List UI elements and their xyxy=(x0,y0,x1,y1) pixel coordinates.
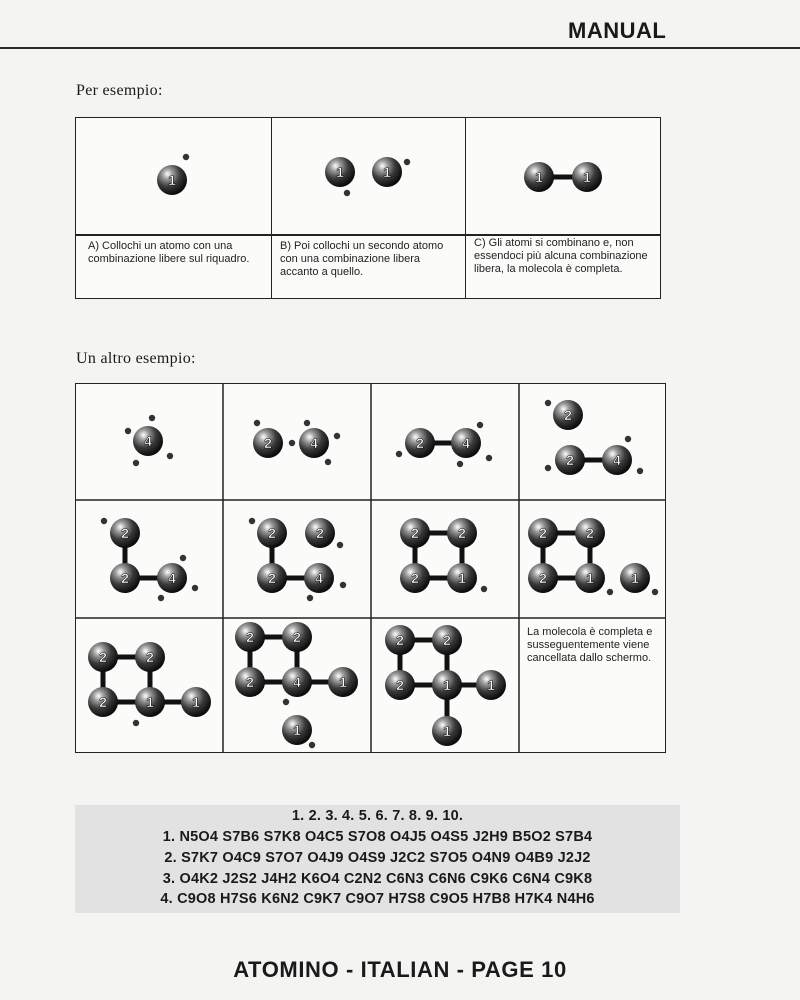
example1-caption-b: B) Poi collochi un secondo atomo con una combinazione libera accanto a quello. xyxy=(280,240,444,278)
atom-1 xyxy=(181,687,211,717)
atom-2 xyxy=(257,563,287,593)
free-bond-dot xyxy=(344,190,350,196)
svg-text:1: 1 xyxy=(583,169,591,185)
free-bond-dot xyxy=(254,420,260,426)
atom-1 xyxy=(372,157,402,187)
free-bond-dot xyxy=(249,518,255,524)
free-bond-dot xyxy=(307,595,313,601)
atom-1 xyxy=(524,162,554,192)
svg-text:2: 2 xyxy=(586,525,594,541)
free-bond-dot xyxy=(545,400,551,406)
atom-4 xyxy=(602,445,632,475)
svg-text:2: 2 xyxy=(246,674,254,690)
svg-text:2: 2 xyxy=(539,525,547,541)
codes-row-1: 1. N5O4 S7B6 S7K8 O4C5 S7O8 O4J5 O4S5 J2H9 B5O2 S7B4 xyxy=(162,829,593,845)
atom-1 xyxy=(325,157,355,187)
atom-2 xyxy=(110,563,140,593)
example2-heading: Un altro esempio: xyxy=(76,350,196,367)
free-bond-dot xyxy=(133,720,139,726)
atom-1 xyxy=(328,667,358,697)
svg-text:1: 1 xyxy=(192,694,200,710)
page-footer: ATOMINO - ITALIAN - PAGE 10 xyxy=(233,957,567,982)
atom-2 xyxy=(110,518,140,548)
free-bond-dot xyxy=(486,455,492,461)
svg-text:2: 2 xyxy=(264,435,272,451)
atom-1 xyxy=(476,670,506,700)
atom-1 xyxy=(620,563,650,593)
svg-text:1: 1 xyxy=(293,722,301,738)
svg-text:1: 1 xyxy=(458,570,466,586)
svg-text:4: 4 xyxy=(613,452,621,468)
svg-text:2: 2 xyxy=(99,694,107,710)
page-title: MANUAL xyxy=(568,18,667,43)
free-bond-dot xyxy=(652,589,658,595)
example1-heading: Per esempio: xyxy=(76,82,163,99)
free-bond-dot xyxy=(457,461,463,467)
svg-text:2: 2 xyxy=(411,570,419,586)
atom-1 xyxy=(432,716,462,746)
svg-text:2: 2 xyxy=(396,677,404,693)
free-bond-dot xyxy=(133,460,139,466)
svg-text:2: 2 xyxy=(411,525,419,541)
example1-caption-a: A) Collochi un atomo con una combinazione libere sul riquadro. xyxy=(88,240,250,265)
svg-text:4: 4 xyxy=(293,674,301,690)
atom-1 xyxy=(432,670,462,700)
svg-text:1: 1 xyxy=(535,169,543,185)
atom-1 xyxy=(575,563,605,593)
atom-4 xyxy=(299,428,329,458)
atom-1 xyxy=(157,165,187,195)
free-bond-dot xyxy=(396,451,402,457)
atom-2 xyxy=(253,428,283,458)
atom-4 xyxy=(133,426,163,456)
free-bond-dot xyxy=(337,542,343,548)
atom-2 xyxy=(282,622,312,652)
free-bond-dot xyxy=(125,428,131,434)
atom-2 xyxy=(235,667,265,697)
free-bond-dot xyxy=(404,159,410,165)
atom-2 xyxy=(135,642,165,672)
free-bond-dot xyxy=(149,415,155,421)
atom-2 xyxy=(305,518,335,548)
free-bond-dot xyxy=(309,742,315,748)
free-bond-dot xyxy=(481,586,487,592)
svg-text:1: 1 xyxy=(586,570,594,586)
svg-text:2: 2 xyxy=(121,570,129,586)
atom-1 xyxy=(447,563,477,593)
svg-text:4: 4 xyxy=(144,433,152,449)
free-bond-dot xyxy=(167,453,173,459)
codes-row-2: 2. S7K7 O4C9 S7O7 O4J9 O4S9 J2C2 S7O5 O4N9 O4B9 J2J2 xyxy=(164,850,591,866)
atom-4 xyxy=(157,563,187,593)
level-codes-table xyxy=(75,805,680,913)
svg-text:1: 1 xyxy=(487,677,495,693)
free-bond-dot xyxy=(545,465,551,471)
svg-text:2: 2 xyxy=(293,629,301,645)
free-bond-dot xyxy=(101,518,107,524)
atom-2 xyxy=(432,625,462,655)
free-bond-dot xyxy=(192,585,198,591)
example2-note: La molecola è completa e susseguentemente viene cancellata dallo schermo. xyxy=(527,626,653,664)
atom-2 xyxy=(257,518,287,548)
svg-text:1: 1 xyxy=(146,694,154,710)
free-bond-dot xyxy=(637,468,643,474)
svg-text:1: 1 xyxy=(443,677,451,693)
free-bond-dot xyxy=(289,440,295,446)
free-bond-dot xyxy=(340,582,346,588)
atom-2 xyxy=(385,625,415,655)
svg-text:2: 2 xyxy=(99,649,107,665)
atom-2 xyxy=(405,428,435,458)
svg-text:2: 2 xyxy=(268,570,276,586)
svg-text:2: 2 xyxy=(316,525,324,541)
svg-text:4: 4 xyxy=(462,435,470,451)
svg-text:2: 2 xyxy=(246,629,254,645)
atom-2 xyxy=(88,687,118,717)
atom-4 xyxy=(451,428,481,458)
svg-text:1: 1 xyxy=(168,172,176,188)
atom-1 xyxy=(282,715,312,745)
codes-row-4: 4. C9O8 H7S6 K6N2 C9K7 C9O7 H7S8 C9O5 H7B8 H7K4 N4H6 xyxy=(160,891,595,907)
free-bond-dot xyxy=(183,154,189,160)
atom-2 xyxy=(555,445,585,475)
free-bond-dot xyxy=(477,422,483,428)
atom-2 xyxy=(553,400,583,430)
atom-2 xyxy=(528,518,558,548)
svg-text:1: 1 xyxy=(336,164,344,180)
svg-text:4: 4 xyxy=(310,435,318,451)
atom-2 xyxy=(528,563,558,593)
atom-1 xyxy=(135,687,165,717)
atom-2 xyxy=(88,642,118,672)
atom-2 xyxy=(575,518,605,548)
codes-row-3: 3. O4K2 J2S2 J4H2 K6O4 C2N2 C6N3 C6N6 C9K6 C6N4 C9K8 xyxy=(162,871,593,887)
atom-2 xyxy=(385,670,415,700)
free-bond-dot xyxy=(334,433,340,439)
svg-text:2: 2 xyxy=(564,407,572,423)
atom-4 xyxy=(304,563,334,593)
free-bond-dot xyxy=(607,589,613,595)
svg-text:2: 2 xyxy=(396,632,404,648)
atom-2 xyxy=(400,518,430,548)
svg-text:2: 2 xyxy=(539,570,547,586)
free-bond-dot xyxy=(180,555,186,561)
svg-text:2: 2 xyxy=(268,525,276,541)
svg-text:2: 2 xyxy=(146,649,154,665)
example1-caption-c: C) Gli atomi si combinano e, non essendoci più alcuna combinazione libera, la molecola è completa. xyxy=(474,237,648,275)
free-bond-dot xyxy=(325,459,331,465)
free-bond-dot xyxy=(158,595,164,601)
svg-text:2: 2 xyxy=(416,435,424,451)
svg-text:4: 4 xyxy=(168,570,176,586)
free-bond-dot xyxy=(625,436,631,442)
svg-text:1: 1 xyxy=(339,674,347,690)
svg-text:2: 2 xyxy=(458,525,466,541)
svg-text:2: 2 xyxy=(443,632,451,648)
atom-2 xyxy=(235,622,265,652)
atom-1 xyxy=(572,162,602,192)
svg-text:1: 1 xyxy=(631,570,639,586)
svg-text:4: 4 xyxy=(315,570,323,586)
svg-text:2: 2 xyxy=(566,452,574,468)
codes-header: 1. 2. 3. 4. 5. 6. 7. 8. 9. 10. xyxy=(291,808,464,824)
svg-text:1: 1 xyxy=(443,723,451,739)
atom-2 xyxy=(400,563,430,593)
svg-text:2: 2 xyxy=(121,525,129,541)
svg-text:1: 1 xyxy=(383,164,391,180)
free-bond-dot xyxy=(283,699,289,705)
atom-2 xyxy=(447,518,477,548)
free-bond-dot xyxy=(304,420,310,426)
atom-4 xyxy=(282,667,312,697)
